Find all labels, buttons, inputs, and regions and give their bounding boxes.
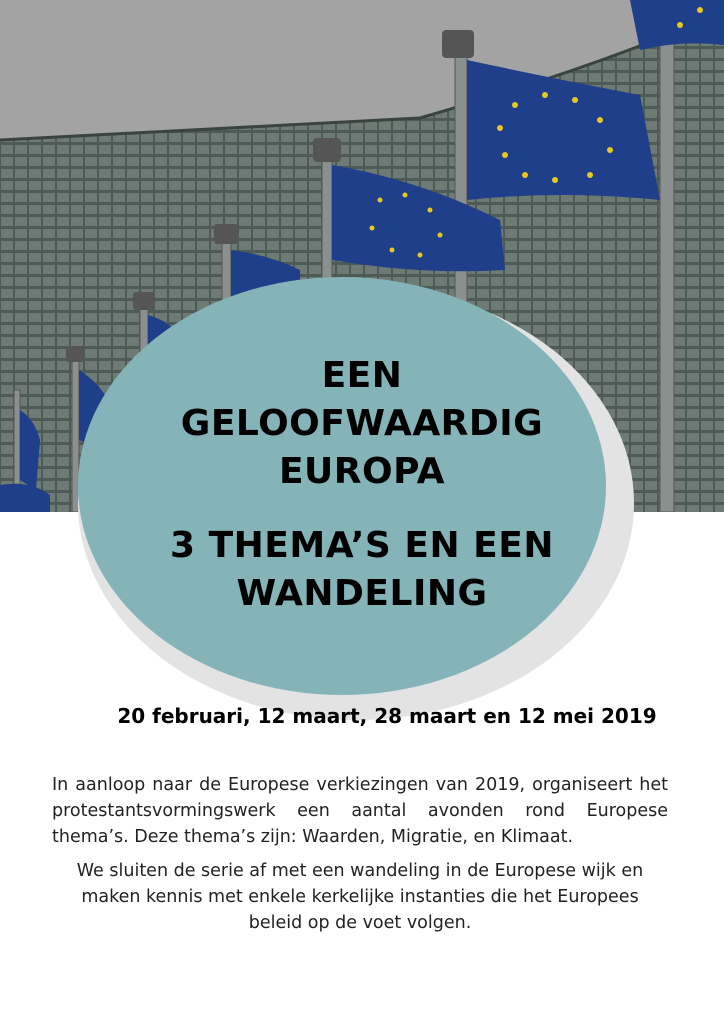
subtitle <box>140 522 584 618</box>
main-title <box>140 352 584 496</box>
title-line-3: EUROPA <box>278 451 446 492</box>
event-dates: 20 februari, 12 maart, 28 maart en 12 mei 2019 <box>117 704 657 728</box>
title-line-2: GELOOFWAARDIG <box>180 403 544 444</box>
subtitle-line-2: WANDELING <box>236 573 488 614</box>
title-line-1: EEN <box>321 355 403 396</box>
walk-paragraph: We sluiten de serie af met een wandeling in de Europese wijk en maken kennis met enkele kerkelijke instanties die het Europees beleid op de voet volgen. <box>76 861 644 933</box>
intro-paragraph: In aanloop naar de Europese verkiezingen van 2019, organiseert het protestantsvormingswerk een aantal avonden rond Europese thema’s. Deze thema’s zijn: Waarden, Migratie, en Klimaat. <box>52 775 668 847</box>
subtitle-line-1: 3 THEMA’S EN EEN <box>170 525 554 566</box>
